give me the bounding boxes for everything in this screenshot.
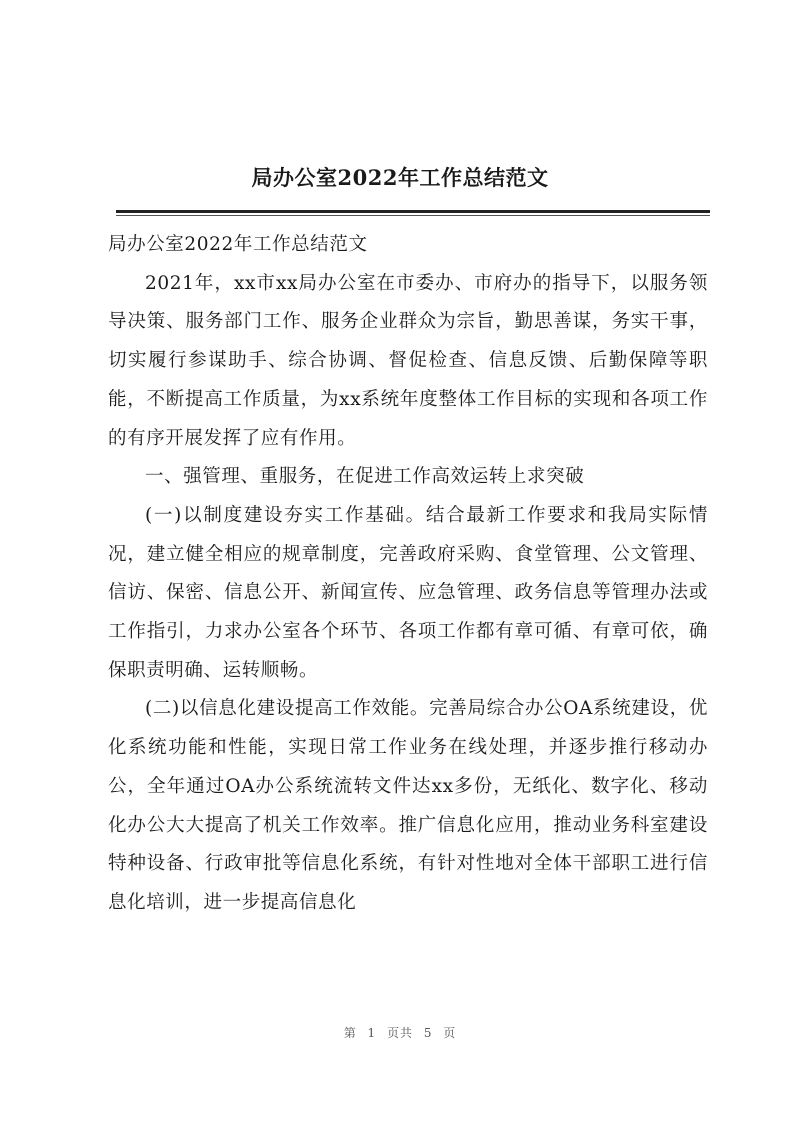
body-paragraph-intro: 2021年，xx市xx局办公室在市委办、市府办的指导下，以服务领导决策、服务部门工作、服务企业群众为宗旨，勤思善谋，务实干事，切实履行参谋助手、综合协调、督促检查、信息反馈、后勤保障等职能，不断提高工作质量，为xx系统年度整体工作目标的实现和各项工作的有序开展发挥了应有作用。 [108, 272, 708, 449]
document-title: 局办公室2022年工作总结范文 [251, 165, 549, 190]
title-divider-thin [116, 215, 710, 216]
page-footer: 第 1 页共 5 页 [343, 1026, 457, 1040]
title-divider-thick [116, 210, 710, 213]
section-heading-1: 一、强管理、重服务，在促进工作高效运转上求突破 [145, 466, 585, 488]
document-body [108, 226, 708, 923]
body-heading-line: 局办公室2022年工作总结范文 [108, 234, 368, 255]
body-paragraph-system: (一)以制度建设夯实工作基础。结合最新工作要求和我局实际情况，建立健全相应的规章制度，完善政府采购、食堂管理、公文管理、信访、保密、信息公开、新闻宣传、应急管理、政务信息等管理办法或工作指引，力求办公室各个环节、各项工作都有章可循、有章可依，确保职责明确、运转顺畅。 [108, 504, 708, 681]
body-paragraph-informatization: (二)以信息化建设提高工作效能。完善局综合办公OA系统建设，优化系统功能和性能，实现日常工作业务在线处理，并逐步推行移动办公，全年通过OA办公系统流转文件达xx多份，无纸化、数字化、移动化办公大大提高了机关工作效率。推广信息化应用，推动业务科室建设特种设备、行政审批等信息化系统，有针对性地对全体干部职工进行信息化培训，进一步提高信息化 [108, 698, 708, 913]
